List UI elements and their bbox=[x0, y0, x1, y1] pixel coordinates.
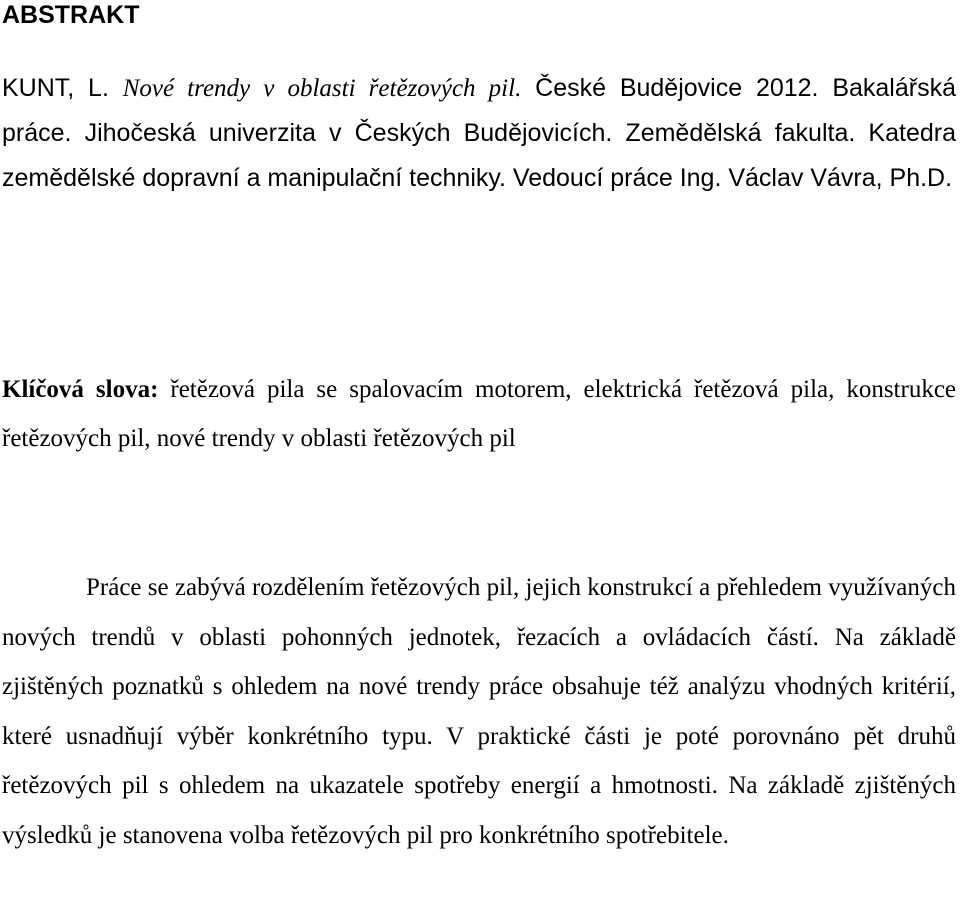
citation-paragraph bbox=[2, 66, 956, 201]
page-heading: ABSTRAKT bbox=[2, 1, 140, 29]
citation-title: Nové trendy v oblasti řetězových pil. bbox=[122, 75, 522, 102]
citation-details: České Budějovice 2012. Bakalářská práce. Jihočeská univerzita v Českých Budějovicích. Zemědělská fakulta. Katedra zemědělské dopravní a manipulační techniky. Vedoucí práce Ing. Václav Vávra, Ph.D. bbox=[2, 74, 956, 192]
keywords-paragraph bbox=[2, 365, 956, 463]
citation-authors: KUNT, L. bbox=[2, 74, 123, 102]
abstract-paragraph: Práce se zabývá rozdělením řetězových pil, jejich konstrukcí a přehledem využívaných nových trendů v oblasti pohonných jednotek, řezacích a ovládacích částí. Na základě zjištěných poznatků s ohledem na nové trendy práce obsahuje též analýzu vhodných kritérií, které usnadňují výběr konkrétního typu. V praktické části je poté porovnáno pět druhů řetězových pil s ohledem na ukazatele spotřeby energií a hmotnosti. Na základě zjištěných výsledků je stanovena volba řetězových pil pro konkrétního spotřebitele. bbox=[2, 574, 956, 849]
keywords-text: řetězová pila se spalovacím motorem, elektrická řetězová pila, konstrukce řetězových pil, nové trendy v oblasti řetězových pil bbox=[2, 376, 957, 452]
keywords-label: Klíčová slova: bbox=[2, 376, 159, 403]
